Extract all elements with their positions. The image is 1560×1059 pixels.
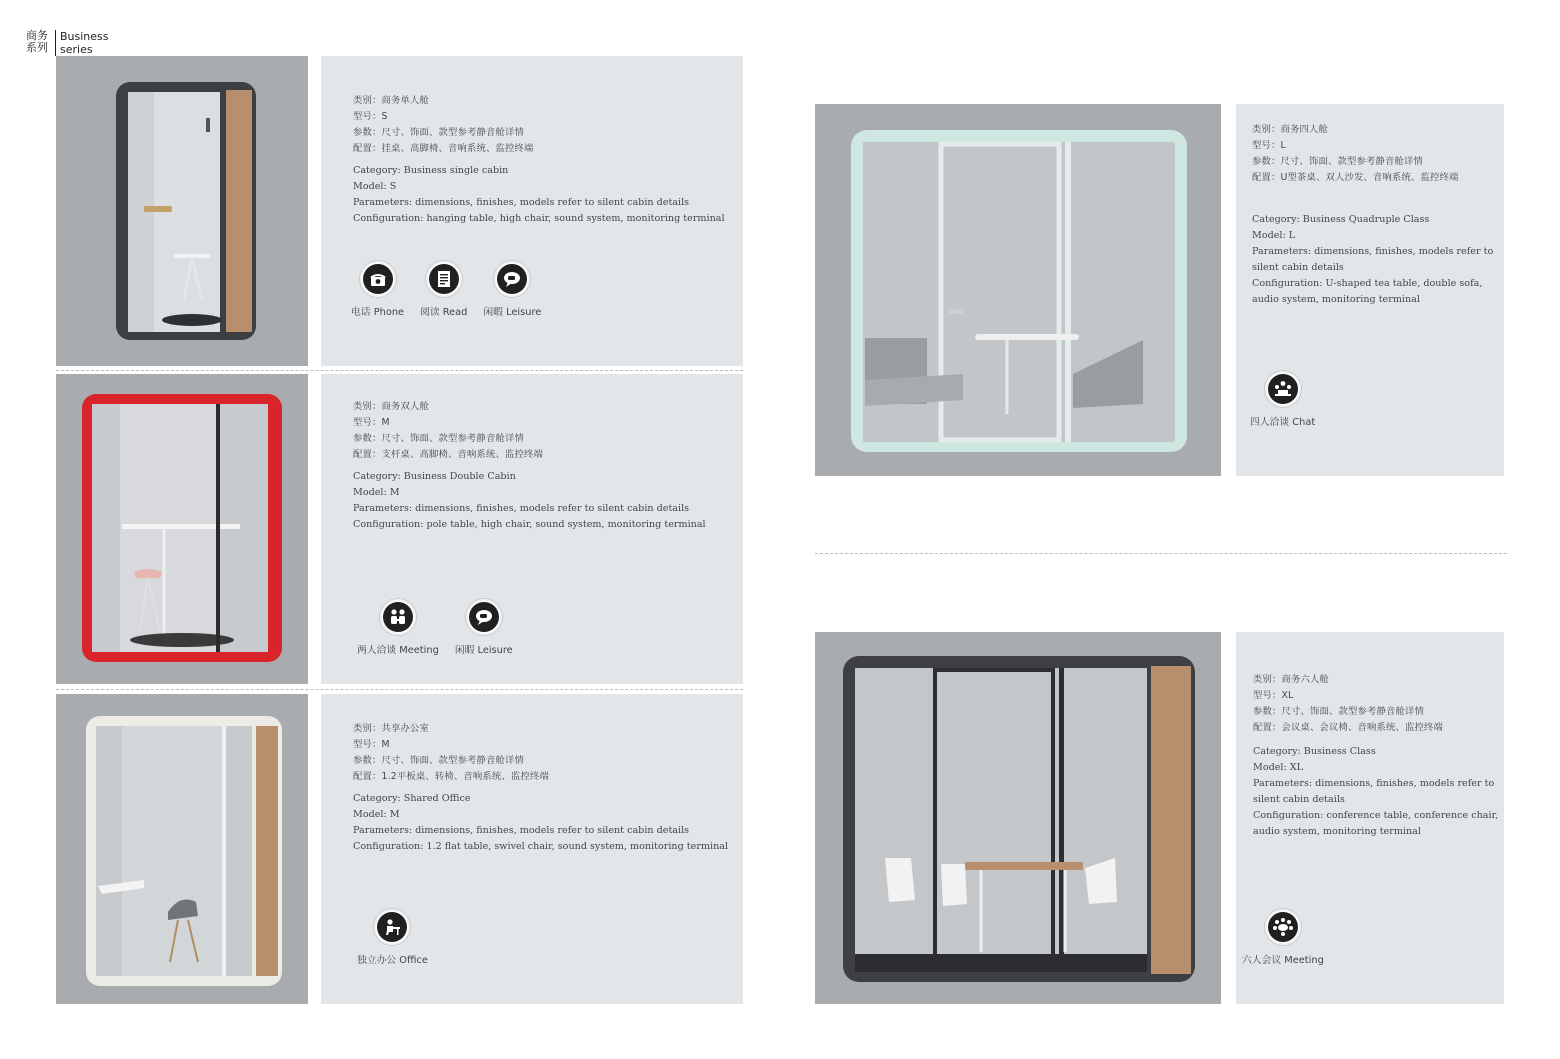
series-title-en-line2: series [60, 43, 93, 56]
cabin-xl-en-line: Configuration: conference table, conference chair, [1253, 810, 1499, 821]
series-header [26, 30, 109, 56]
cabin-m-office-en-line: Parameters: dimensions, finishes, models refer to silent cabin details [353, 825, 690, 836]
cabin-xl-en-line: Parameters: dimensions, finishes, models refer to [1253, 778, 1495, 789]
cabin-m-double-en-line: Model: M [353, 487, 400, 498]
cabin-xl-features [1242, 908, 1324, 966]
cabin-s-en-line: Parameters: dimensions, finishes, models refer to silent cabin details [353, 197, 690, 208]
cabin-m-double-features [357, 598, 513, 656]
cabin-xl-cn-line: 配置：会议桌、会议椅、音响系统、监控终端 [1253, 722, 1443, 733]
cabin-m-office-features [357, 908, 428, 966]
cabin-l-cn-line: 配置：U型茶桌、双人沙发、音响系统、监控终端 [1252, 172, 1459, 183]
cabin-s-cn-line: 类别：商务单人舱 [353, 95, 429, 106]
phone-icon [359, 260, 397, 298]
cabin-l-en-line: Category: Business Quadruple Class [1252, 214, 1430, 225]
cabin-xl-photo [815, 632, 1221, 1004]
cabin-xl-cn-line: 参数：尺寸、饰面、款型参考静音舱详情 [1253, 706, 1424, 717]
cabin-l-cn-line: 类别：商务四人舱 [1252, 124, 1328, 135]
cabin-xl-info [1236, 632, 1504, 1004]
feature-label: 六人会议 Meeting [1242, 955, 1324, 966]
cabin-xl-en-line: Category: Business Class [1253, 746, 1376, 757]
series-title-en-line1: Business [60, 30, 109, 43]
cabin-s-en-line: Configuration: hanging table, high chair, sound system, monitoring terminal [353, 213, 725, 224]
read-icon [425, 260, 463, 298]
feature-label: 闲暇 Leisure [454, 645, 513, 656]
cabin-l-cn-line: 参数：尺寸、饰面、款型参考静音舱详情 [1252, 156, 1423, 167]
cabin-m-office-photo [56, 694, 308, 1004]
cabin-l-en-line: audio system, monitoring terminal [1252, 294, 1420, 305]
cabin-s-en-line: Model: S [353, 181, 397, 192]
feature-chat [1250, 370, 1315, 428]
feature-leisure [483, 260, 541, 318]
cabin-m-double-en-line: Parameters: dimensions, finishes, models refer to silent cabin details [353, 503, 690, 514]
cabin-m-double-cn-line: 型号：M [353, 417, 390, 428]
cabin-m-double-cn-line: 参数：尺寸、饰面、款型参考静音舱详情 [353, 433, 524, 444]
feature-read [420, 260, 467, 318]
cabin-s-photo [56, 56, 308, 366]
feature-leisure [455, 598, 513, 656]
cabin-s-en-line: Category: Business single cabin [353, 165, 509, 176]
cabin-m-office-illustration [56, 694, 308, 1004]
feature-meeting [357, 598, 439, 656]
feature-label: 阅读 Read [420, 307, 468, 318]
cabin-m-double-info [321, 374, 743, 684]
feature-label: 独立办公 Office [357, 955, 428, 966]
feature-office [357, 908, 428, 966]
cabin-s-cn-line: 参数：尺寸、饰面、款型参考静音舱详情 [353, 127, 524, 138]
cabin-s-spec [353, 93, 725, 227]
cabin-l-en-line: Model: L [1252, 230, 1296, 241]
feature-label: 闲暇 Leisure [483, 307, 542, 318]
cabin-l-en-line: silent cabin details [1252, 262, 1344, 273]
cabin-m-double-photo [56, 374, 308, 684]
cabin-m-double-spec [353, 399, 706, 533]
series-title-en [60, 30, 109, 56]
cabin-l-cn-line: 型号：L [1252, 140, 1286, 151]
feature-label: 四人洽谈 Chat [1250, 417, 1316, 428]
cabin-s-features [351, 260, 541, 318]
cabin-l-photo [815, 104, 1221, 476]
office-icon [373, 908, 411, 946]
cabin-m-office-en-line: Category: Shared Office [353, 793, 471, 804]
group-meeting-icon [1264, 908, 1302, 946]
cabin-xl-en-line: audio system, monitoring terminal [1253, 826, 1421, 837]
cabin-m-double-cn-line: 配置：支杆桌、高脚椅、音响系统、监控终端 [353, 449, 543, 460]
row-divider [815, 553, 1507, 554]
cabin-m-office-spec [353, 721, 728, 855]
row-divider [56, 370, 743, 371]
cabin-s-cn-line: 型号：S [353, 111, 388, 122]
cabin-l-illustration [815, 104, 1221, 476]
cabin-xl-en-line: Model: XL [1253, 762, 1303, 773]
cabin-xl-cn-line: 类别：商务六人舱 [1253, 674, 1329, 685]
cabin-m-office-en-line: Model: M [353, 809, 400, 820]
cabin-m-double-cn-line: 类别：商务双人舱 [353, 401, 429, 412]
cabin-m-double-en-line: Category: Business Double Cabin [353, 471, 516, 482]
leisure-icon [493, 260, 531, 298]
row-divider [56, 689, 743, 690]
cabin-m-double-illustration [56, 374, 308, 684]
cabin-m-office-en-line: Configuration: 1.2 flat table, swivel chair, sound system, monitoring terminal [353, 841, 729, 852]
cabin-l-info [1236, 104, 1504, 476]
cabin-xl-cn-line: 型号：XL [1253, 690, 1294, 701]
cabin-l-features [1250, 370, 1315, 428]
cabin-s-cn-line: 配置：挂桌、高脚椅、音响系统、监控终端 [353, 143, 534, 154]
cabin-m-office-info [321, 694, 743, 1004]
feature-phone [351, 260, 404, 318]
cabin-l-spec [1252, 122, 1493, 308]
cabin-m-office-cn-line: 参数：尺寸、饰面、款型参考静音舱详情 [353, 755, 524, 766]
meeting-icon [379, 598, 417, 636]
cabin-s-illustration [56, 56, 308, 366]
cabin-m-office-cn-line: 类别：共享办公室 [353, 723, 429, 734]
feature-label: 电话 Phone [351, 307, 405, 318]
header-divider [55, 30, 56, 56]
cabin-xl-spec [1253, 672, 1498, 840]
leisure-icon [465, 598, 503, 636]
cabin-l-en-line: Parameters: dimensions, finishes, models refer to [1252, 246, 1494, 257]
feature-label: 两人洽谈 Meeting [357, 645, 439, 656]
chat-icon [1264, 370, 1302, 408]
feature-group-meeting [1242, 908, 1324, 966]
cabin-xl-illustration [815, 632, 1221, 1004]
cabin-m-double-en-line: Configuration: pole table, high chair, sound system, monitoring terminal [353, 519, 706, 530]
cabin-s-info [321, 56, 743, 366]
cabin-l-en-line: Configuration: U-shaped tea table, double sofa, [1252, 278, 1483, 289]
cabin-m-office-cn-line: 型号：M [353, 739, 390, 750]
cabin-m-office-cn-line: 配置：1.2平板桌、转椅、音响系统、监控终端 [353, 771, 549, 782]
cabin-xl-en-line: silent cabin details [1253, 794, 1345, 805]
series-title-cn: 商务系列 [26, 29, 48, 54]
